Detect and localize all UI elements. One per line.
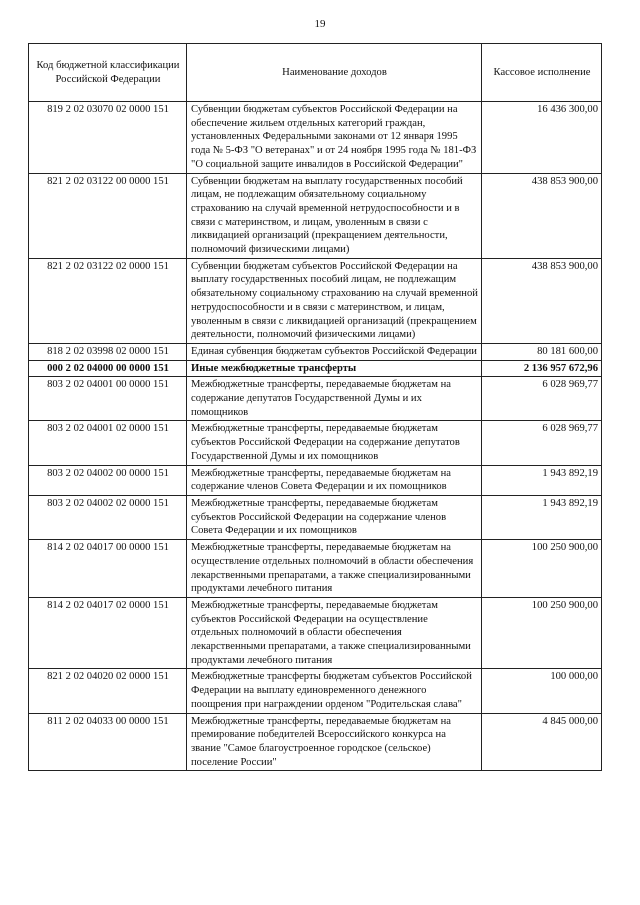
- table-row: [29, 540, 602, 598]
- row-name: Субвенции бюджетам на выплату государственных пособий лицам, не подлежащим обязательному социальному страхованию на случай временной нетрудоспособности и в связи с материнством, и лицам, уволенным в связи с ликвидацией организаций (прекращением деятельности, полномочий физическими лицами): [187, 173, 482, 258]
- row-code: 821 2 02 03122 00 0000 151: [29, 173, 187, 258]
- row-name: Межбюджетные трансферты бюджетам субъектов Российской Федерации на выплату единовременного денежного поощрения при награждении орденом "Родительская слава": [187, 669, 482, 713]
- row-code: 818 2 02 03998 02 0000 151: [29, 343, 187, 360]
- row-amount: 438 853 900,00: [482, 173, 602, 258]
- row-amount: 1 943 892,19: [482, 495, 602, 539]
- table-row: [29, 669, 602, 713]
- table-row: [29, 343, 602, 360]
- row-code: 803 2 02 04002 00 0000 151: [29, 465, 187, 495]
- row-name: Межбюджетные трансферты, передаваемые бюджетам субъектов Российской Федерации на содержание членов Совета Федерации и их помощников: [187, 495, 482, 539]
- row-name: Межбюджетные трансферты, передаваемые бюджетам на осуществление отдельных полномочий в области обеспечения лекарственными препаратами, а также специализированными продуктами лечебного питания: [187, 540, 482, 598]
- header-name: Наименование доходов: [187, 44, 482, 102]
- table-row: [29, 258, 602, 343]
- row-amount: 100 000,00: [482, 669, 602, 713]
- table-row: [29, 173, 602, 258]
- row-name: Субвенции бюджетам субъектов Российской Федерации на обеспечение жильем отдельных категорий граждан, установленных Федеральными законами от 12 января 1995 года № 5-ФЗ "О ветеранах" и от 24 ноября 1995 года № 181-ФЗ "О социальной защите инвалидов в Российской Федерации": [187, 102, 482, 174]
- row-amount: 4 845 000,00: [482, 713, 602, 771]
- revenue-table: [28, 43, 602, 771]
- header-amount: Кассовое исполнение: [482, 44, 602, 102]
- row-amount: 100 250 900,00: [482, 540, 602, 598]
- row-name: Иные межбюджетные трансферты: [187, 360, 482, 377]
- row-code: 811 2 02 04033 00 0000 151: [29, 713, 187, 771]
- row-name: Межбюджетные трансферты, передаваемые бюджетам на содержание членов Совета Федерации и их помощников: [187, 465, 482, 495]
- table-row: [29, 597, 602, 669]
- row-amount: 6 028 969,77: [482, 377, 602, 421]
- row-amount: 80 181 600,00: [482, 343, 602, 360]
- table-row: [29, 495, 602, 539]
- page-number: 19: [314, 18, 326, 30]
- row-amount: 100 250 900,00: [482, 597, 602, 669]
- row-code: 821 2 02 03122 02 0000 151: [29, 258, 187, 343]
- row-name: Межбюджетные трансферты, передаваемые бюджетам на содержание депутатов Государственной Думы и их помощников: [187, 377, 482, 421]
- row-code: 821 2 02 04020 02 0000 151: [29, 669, 187, 713]
- row-code: 819 2 02 03070 02 0000 151: [29, 102, 187, 174]
- table-row: [29, 713, 602, 771]
- table-header: [29, 44, 602, 102]
- row-amount: 2 136 957 672,96: [482, 360, 602, 377]
- table-row: [29, 377, 602, 421]
- table-row: [29, 465, 602, 495]
- row-name: Межбюджетные трансферты, передаваемые бюджетам на премирование победителей Всероссийского конкурса на звание "Самое благоустроенное городское (сельское) поселение России": [187, 713, 482, 771]
- row-code: 000 2 02 04000 00 0000 151: [29, 360, 187, 377]
- row-name: Межбюджетные трансферты, передаваемые бюджетам субъектов Российской Федерации на содержание депутатов Государственной Думы и их помощников: [187, 421, 482, 465]
- row-amount: 1 943 892,19: [482, 465, 602, 495]
- row-code: 803 2 02 04001 02 0000 151: [29, 421, 187, 465]
- row-amount: 6 028 969,77: [482, 421, 602, 465]
- row-code: 814 2 02 04017 02 0000 151: [29, 597, 187, 669]
- row-name: Единая субвенция бюджетам субъектов Российской Федерации: [187, 343, 482, 360]
- row-amount: 16 436 300,00: [482, 102, 602, 174]
- table-row: [29, 421, 602, 465]
- row-name: Субвенции бюджетам субъектов Российской Федерации на выплату государственных пособий лицам, не подлежащим обязательному социальному страхованию на случай временной нетрудоспособности и в связи с материнством, и лицам, уволенным в связи с ликвидацией организаций (прекращением деятельности, полномочий физическими лицами): [187, 258, 482, 343]
- table-row: [29, 360, 602, 377]
- row-code: 803 2 02 04001 00 0000 151: [29, 377, 187, 421]
- header-code: Код бюджетной классификации Российской Федерации: [29, 44, 187, 102]
- table-body: [29, 102, 602, 771]
- row-name: Межбюджетные трансферты, передаваемые бюджетам субъектов Российской Федерации на осуществление отдельных полномочий в области обеспечения лекарственными препаратами, а также специализированными продуктами лечебного питания: [187, 597, 482, 669]
- row-amount: 438 853 900,00: [482, 258, 602, 343]
- row-code: 814 2 02 04017 00 0000 151: [29, 540, 187, 598]
- row-code: 803 2 02 04002 02 0000 151: [29, 495, 187, 539]
- table-row: [29, 102, 602, 174]
